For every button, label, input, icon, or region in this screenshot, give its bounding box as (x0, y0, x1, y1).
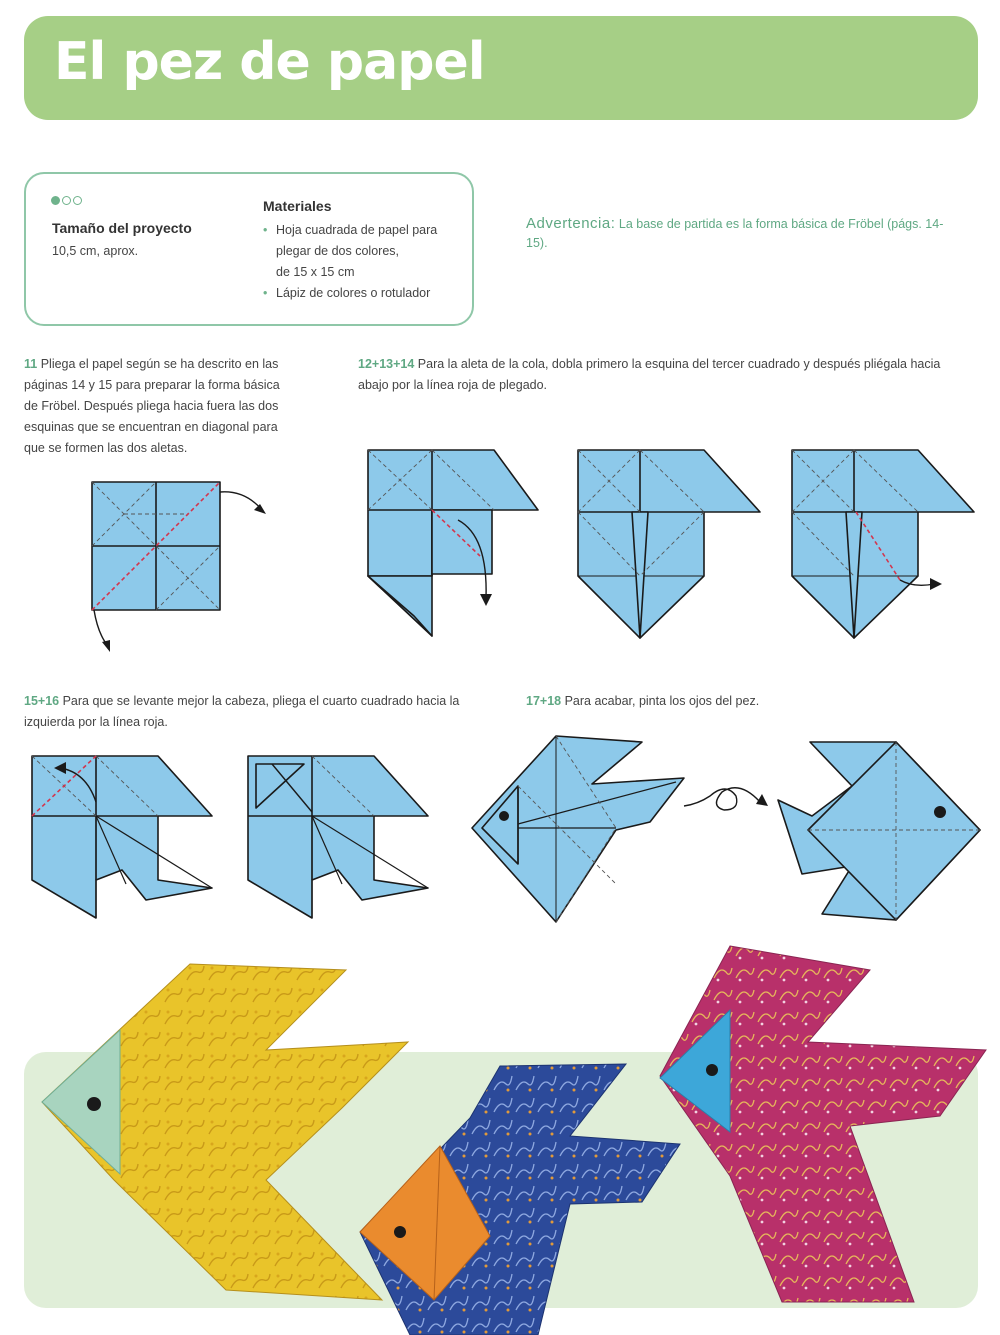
step-14-diagram (788, 446, 988, 646)
materials-item: plegar de dos colores, (276, 244, 399, 258)
step-15-16-instructions (24, 691, 474, 733)
pink-fish (660, 946, 986, 1302)
title-banner (24, 16, 978, 120)
fish-eye-icon (934, 806, 946, 818)
step-text: Pliega el papel según se ha descrito en las páginas 14 y 15 para preparar la forma básica de Fröbel. Después pliega hacia fuera las dos esquinas que se encuentran en diagonal para que se formen las dos aletas. (24, 357, 280, 455)
difficulty-dot-filled-icon (51, 196, 60, 205)
blue-fish (360, 1064, 680, 1335)
step-number: 17+18 (526, 694, 562, 708)
materials-item: de 15 x 15 cm (276, 265, 355, 279)
step-11-instructions (24, 354, 294, 459)
page-title: El pez de papel (54, 32, 485, 92)
project-info-box (24, 172, 474, 326)
step-12-diagram (362, 446, 562, 646)
step-number: 15+16 (24, 694, 60, 708)
materials-item: • Lápiz de colores o rotulador (263, 283, 437, 304)
finished-fish-photo (30, 940, 990, 1335)
warning-label: Advertencia: (526, 215, 616, 232)
step-text: Para que se levante mejor la cabeza, pliega el cuarto cuadrado hacia la izquierda por la línea roja. (24, 694, 460, 729)
fish-eye-icon (499, 811, 509, 821)
step-11-diagram (80, 474, 280, 664)
warning-text: La base de partida es la forma básica de Fröbel (págs. 14-15). (526, 217, 944, 250)
difficulty-dot-empty-icon (62, 196, 71, 205)
yellow-fish (42, 964, 408, 1300)
step-number: 12+13+14 (358, 357, 415, 371)
materials-list (263, 220, 437, 304)
warning-note (526, 214, 946, 253)
step-18-diagram (772, 736, 992, 926)
step-17-18-instructions (526, 691, 966, 712)
step-15-diagram (26, 752, 226, 922)
step-12-14-instructions (358, 354, 974, 396)
step-text: Para la aleta de la cola, dobla primero la esquina del tercer cuadrado y después pliégala hacia abajo por la línea roja de plegado. (358, 357, 941, 392)
project-size-value: 10,5 cm, aprox. (52, 244, 139, 258)
step-text: Para acabar, pinta los ojos del pez. (564, 694, 760, 708)
loop-arrow-icon (676, 776, 776, 826)
difficulty-dot-empty-icon (73, 196, 82, 205)
materials-label: Materiales (263, 198, 332, 214)
difficulty-indicator (51, 196, 82, 205)
project-size-label: Tamaño del proyecto (52, 220, 192, 236)
step-17-diagram (466, 734, 686, 924)
step-16-diagram (242, 752, 442, 922)
step-13-diagram (574, 446, 774, 646)
step-number: 11 (24, 357, 38, 371)
materials-item: • Hoja cuadrada de papel para (263, 220, 437, 241)
